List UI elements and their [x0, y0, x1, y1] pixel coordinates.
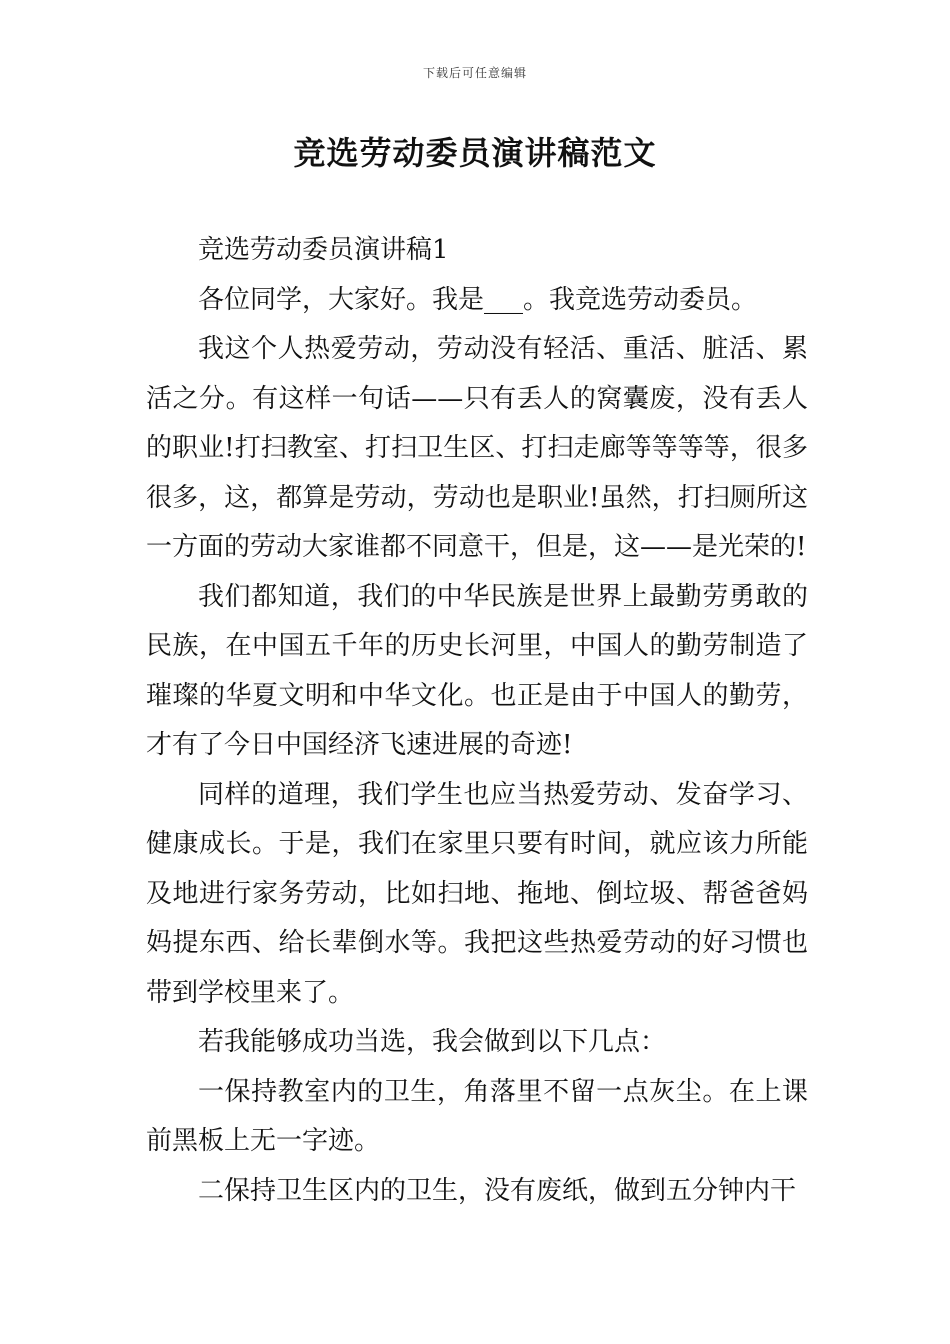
paragraph: 一保持教室内的卫生，角落里不留一点灰尘。在上课前黑板上无一字迹。 — [146, 1076, 808, 1156]
paragraph: 二保持卫生区内的卫生，没有废纸，做到五分钟内干 — [198, 1175, 797, 1206]
paragraph-greeting: 各位同学，大家好。我是___。我竞选劳动委员。 — [198, 284, 758, 315]
document-title: 竞选劳动委员演讲稿范文 — [293, 134, 657, 172]
paragraph-subtitle: 竞选劳动委员演讲稿1 — [198, 235, 449, 265]
paragraph: 若我能够成功当选，我会做到以下几点： — [198, 1027, 667, 1057]
paragraph: 我们都知道，我们的中华民族是世界上最勤劳勇敢的民族，在中国五千年的历史长河里，中国人的勤劳制造了璀璨的华夏文明和中华文化。也正是由于中国人的勤劳，才有了今日中国经济飞速进展的奇迹! — [146, 581, 808, 760]
document-body — [146, 226, 808, 1216]
paragraph: 同样的道理，我们学生也应当热爱劳动、发奋学习、健康成长。于是，我们在家里只要有时间，就应该力所能及地进行家务劳动，比如扫地、拖地、倒垃圾、帮爸爸妈妈提东西、给长辈倒水等。我把这些热爱劳动的好习惯也带到学校里来了。 — [146, 779, 808, 1008]
header-note: 下载后可任意编辑 — [422, 66, 527, 80]
paragraph: 我这个人热爱劳动，劳动没有轻活、重活、脏活、累活之分。有这样一句话——只有丢人的窝囊废，没有丢人的职业!打扫教室、打扫卫生区、打扫走廊等等等等，很多很多，这，都算是劳动，劳动也是职业!虽然，打扫厕所这一方面的劳动大家谁都不同意干，但是，这——是光荣的! — [146, 334, 808, 562]
